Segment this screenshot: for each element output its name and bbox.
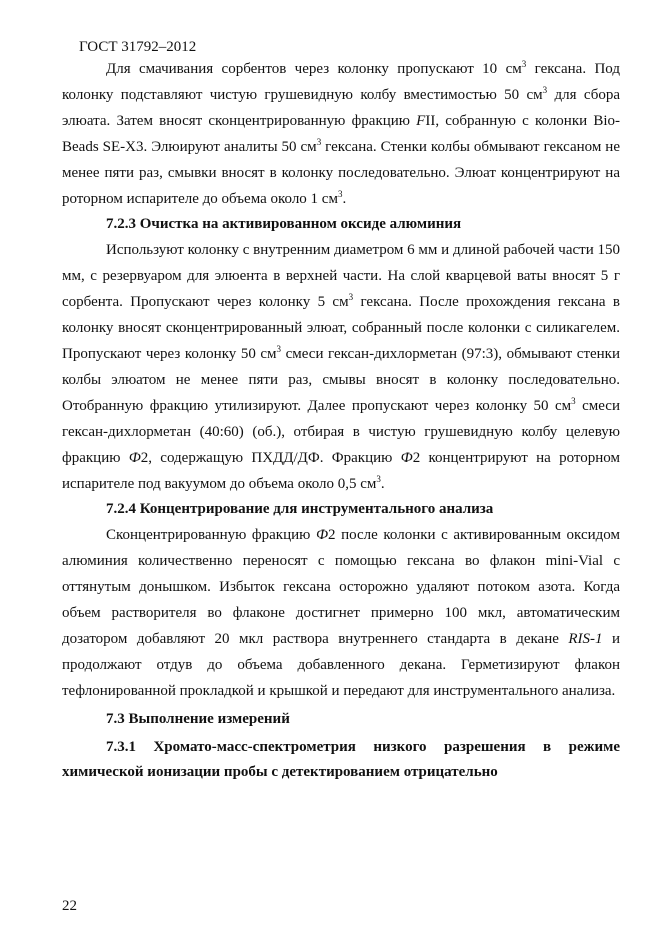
document-header: ГОСТ 31792–2012: [79, 39, 197, 55]
paragraph-sorbent-wetting: Для смачивания сорбентов через колонку пропускают 10 $см^3$ гексана. Под колонку подставляют чистую грушевидную колбу вместимостью 50 $см^3$ для сбора элюата. Затем вносят сконцентрированную фракцию FII, собранную с колонки Bio-Beads SE-X3. Элюируют аналиты 50 $см^3$ гексана. Стенки колбы обмывают гексаном не менее пяти раз, смывки вносят в колонку последовательно. Элюат концентрируют на роторном испарителе до объема около 1 $см^3$.: [62, 59, 621, 207]
document-body: [62, 57, 620, 786]
heading-7-3: 7.3 Выполнение измерений: [106, 710, 290, 727]
heading-7-2-4: 7.2.4 Концентрирование для инструментального анализа: [106, 501, 494, 518]
page-number: 22: [62, 898, 77, 914]
heading-7-3-1: 7.3.1 Хромато-масс-спектрометрия низкого разрешения в режиме химической ионизации пробы с детектированием отрицательно: [62, 738, 620, 781]
paragraph-concentration: Сконцентрированную фракцию Ф2 после колонки с активированным оксидом алюминия количественно переносят с помощью гексана во флакон mini-Vial с оттянутым донышком. Избыток гексана осторожно удаляют потоком азота. Когда объем растворителя во флаконе достигнет примерно 100 мкл, автоматическим дозатором добавляют 20 мкл раствора внутреннего стандарта в декане RIS-1 и продолжают отдув до объема добавленного декана. Герметизируют флакон тефлонированной прокладкой и крышкой и передают для инструментального анализа.: [62, 527, 620, 699]
heading-7-2-3: 7.2.3 Очистка на активированном оксиде алюминия: [106, 216, 462, 233]
paragraph-alumina-column: Используют колонку с внутренним диаметром 6 мм и длиной рабочей части 150 мм, с резервуаром для элюента в верхней части. На слой кварцевой ваты вносят 5 г сорбента. Пропускают через колонку 5 $см^3$ гексана. После прохождения гексана в колонку вносят сконцентрированный элюат, собранный после колонки с силикагелем. Пропускают через колонку 50 $см^3$ смеси гексан-дихлорметан (97:3), обмывают стенки колбы элюатом не менее пяти раз, смывы вносят в колонку последовательно. Отобранную фракцию утилизируют. Далее пропускают через колонку 50 $см^3$ смеси гексан-дихлорметан (40:60) (об.), отбирая в чистую грушевидную колбу целевую фракцию Ф2, содержащую ПХДД/ДФ. Фракцию Ф2 концентрируют на роторном испарителе под вакуумом до объема около 0,5 $см^3$.: [62, 242, 620, 492]
